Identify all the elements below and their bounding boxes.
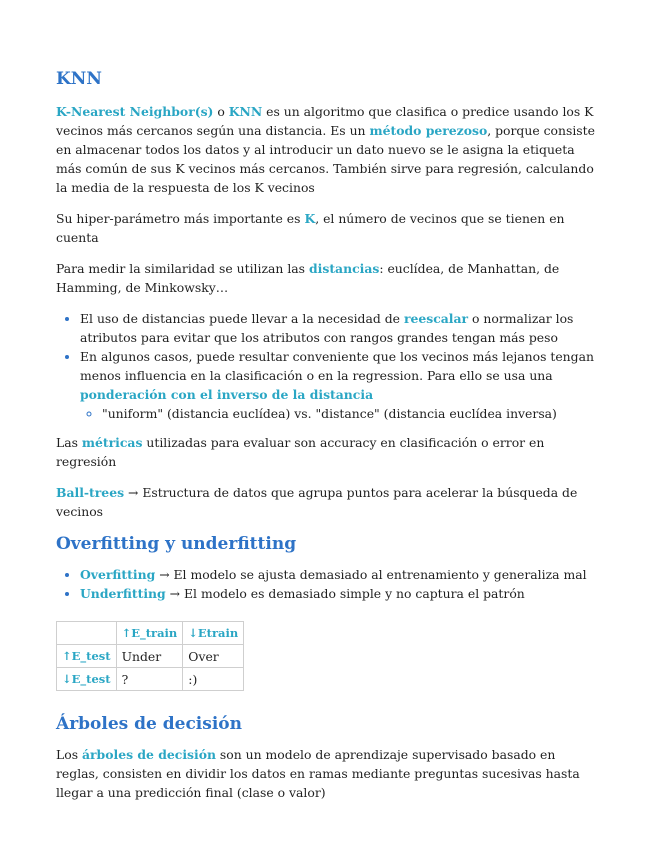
term-underfitting: Underfitting [80,586,166,601]
term-metodo-perezoso: método perezoso [369,123,488,138]
term-ponderacion: ponderación con el inverso de la distancia [80,387,374,402]
term-ball-trees: Ball-trees [56,485,125,500]
knn-heading: KNN [56,69,102,89]
table-cell: :) [183,668,244,691]
table-cell: Under [116,645,183,668]
table-row-header: ↓E_test [57,668,117,691]
table-row [57,645,244,668]
overfitting-list [56,565,599,603]
list-item: • En algunos casos, puede resultar conveniente que los vecinos más lejanos tengan menos influencia en la clasificación o en la regression. Para ello se usa una ponderación con el inverso de la distancia ◦ "uniform" (distancia euclídea) vs. "distance" (distancia euclídea inversa) [80,347,599,423]
knn-hyperparameter-paragraph: Su hiper-parámetro más importante es K, el número de vecinos que se tienen en cuenta [56,211,565,245]
term-overfitting: Overfitting [80,567,156,582]
trees-heading: Árboles de decisión [56,714,242,734]
list-item: • Underfitting → El modelo es demasiado simple y no captura el patrón [80,584,599,603]
sub-list-item: ◦ "uniform" (distancia euclídea) vs. "distance" (distancia euclídea inversa) [102,404,599,423]
error-table [56,621,244,691]
list-item: • Overfitting → El modelo se ajusta demasiado al entrenamiento y generaliza mal [80,565,599,584]
term-metricas: métricas [81,435,143,450]
knn-balltrees-paragraph: Ball-trees → Estructura de datos que agrupa puntos para acelerar la búsqueda de vecinos [56,485,578,519]
table-row [57,668,244,691]
table-row-header: ↑E_test [57,645,117,668]
list-item: • El uso de distancias puede llevar a la necesidad de reescalar o normalizar los atributos para evitar que los atributos con rangos grandes tengan más peso [80,309,599,347]
knn-metrics-paragraph: Las métricas utilizadas para evaluar son accuracy en clasificación o error en regresión [56,435,545,469]
term-knn: KNN [228,104,263,119]
table-cell: ? [116,668,183,691]
term-reescalar: reescalar [403,311,469,326]
trees-paragraph: Los árboles de decisión son un modelo de aprendizaje supervisado basado en reglas, consisten en dividir los datos en ramas mediante preguntas sucesivas hasta llegar a una predicción final (clase o valor) [56,747,580,800]
table-header-cell: ↑E_train [116,622,183,645]
table-cell: Over [183,645,244,668]
term-k: K [304,211,316,226]
term-distancias: distancias [308,261,380,276]
overfitting-heading: Overfitting y underfitting [56,534,297,554]
term-arboles-decision: árboles de decisión [82,747,216,762]
sub-list [80,404,599,423]
knn-definition-paragraph: K-Nearest Neighbor(s) o KNN es un algoritmo que clasifica o predice usando los K vecinos más cercanos según una distancia. Es un método perezoso, porque consiste en almacenar todos los datos y al introducir un dato nuevo se le asigna la etiqueta más común de sus K vecinos más cercanos. También sirve para regresión, calculando la media de la respuesta de los K vecinos [56,104,595,195]
term-knearest: K-Nearest Neighbor(s) [56,104,214,119]
table-corner-cell [57,622,117,645]
table-header-cell: ↓Etrain [183,622,244,645]
knn-bullet-list [56,309,599,423]
table-header-row [57,622,244,645]
knn-distances-paragraph: Para medir la similaridad se utilizan las distancias: euclídea, de Manhattan, de Hamming, de Minkowsky… [56,261,560,295]
